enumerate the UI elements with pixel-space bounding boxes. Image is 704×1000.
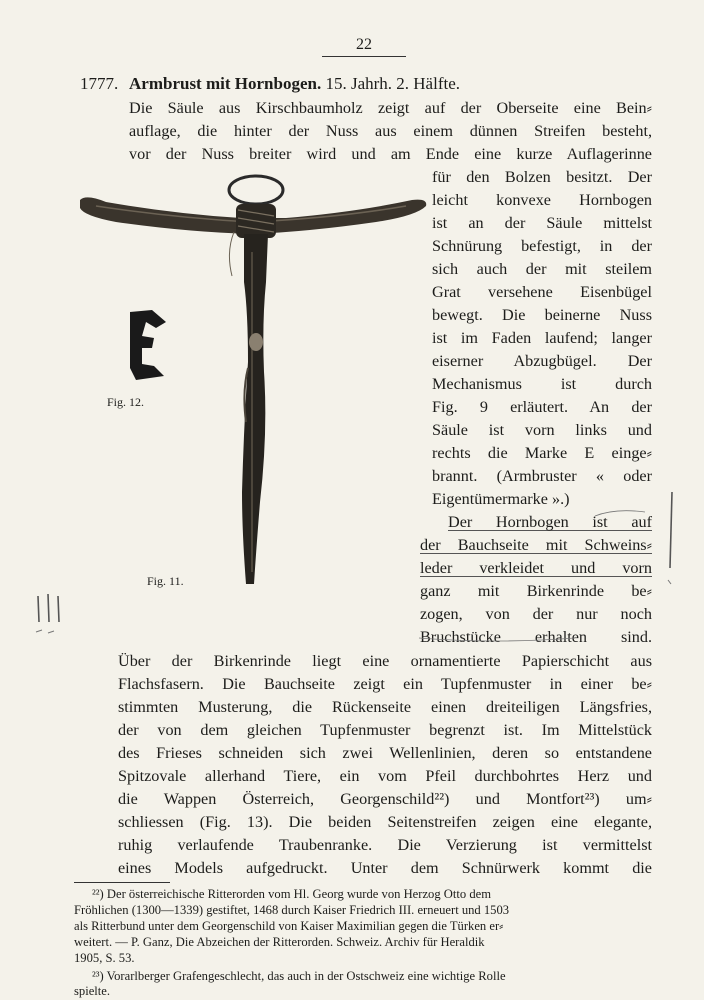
entry-number: 1777.: [80, 74, 119, 93]
footnote-line-2: Fröhlichen (1300—1339) gestiftet, 1468 durch Kaiser Friedrich III. erneuert und 1503: [74, 903, 510, 917]
footnote-line-1: ²²) Der österreichische Ritterorden vom Hl. Georg wurde von Herzog Otto dem: [92, 887, 492, 901]
body-line-1: Die Säule aus Kirschbaumholz zeigt auf der Oberseite eine Bein⸗: [129, 99, 652, 117]
body-line-5: leicht konvexe Hornbogen: [432, 191, 652, 209]
body-line-15: Säule ist vorn links und: [432, 421, 652, 439]
body-line-16: rechts die Marke E einge⸗: [432, 444, 652, 462]
footnote-line-4: weitert. — P. Ganz, Die Abzeichen der Ritterorden. Schweiz. Archiv für Heraldik: [74, 935, 485, 949]
entry-dating: 15. Jahrh. 2. Hälfte.: [325, 74, 461, 93]
body-line-34: eines Models aufgedruckt. Unter dem Schnürwerk kommt die: [118, 859, 652, 877]
body-line-6: ist an der Säule mittelst: [432, 214, 652, 232]
body-line-8: sich auch der mit steilem: [432, 260, 652, 278]
body-line-7: Schnürung befestigt, in der: [432, 237, 652, 255]
body-line-19: Der Hornbogen ist auf: [448, 513, 652, 531]
body-line-30: Spitzovale allerhand Tiere, ein vom Pfeil durchbohrtes Herz und: [118, 767, 652, 785]
pencil-margin-line-icon: [664, 490, 680, 586]
footnote-rule: [74, 882, 170, 883]
pencil-tally-icon: [34, 592, 68, 636]
body-line-21: leder verkleidet und vorn: [420, 559, 652, 577]
body-line-14: Fig. 9 erläutert. An der: [432, 398, 652, 416]
body-line-24: Bruchstücke erhalten sind.: [420, 628, 652, 646]
footnote-line-6: ²³) Vorarlberger Grafengeschlecht, das auch in der Ostschweiz eine wichtige Rolle: [92, 969, 506, 983]
body-line-27: stimmten Musterung, die Rückenseite einen dreiteiligen Längsfries,: [118, 698, 652, 716]
fig11-label: Fig. 11.: [147, 574, 184, 588]
body-line-28: der von dem gleichen Tupfenmuster begrenzt ist. Im Mittelstück: [118, 721, 652, 739]
body-line-3: vor der Nuss breiter wird und am Ende eine kurze Auflagerinne: [129, 145, 652, 163]
crossbow-photo-icon: [76, 172, 432, 592]
pencil-bracket-icon: [415, 506, 655, 646]
body-line-31: die Wappen Österreich, Georgenschild²²) und Montfort²³) um⸗: [118, 790, 652, 808]
footnote-line-3: als Ritterbund unter dem Georgenschild von Kaiser Maximilian gegen die Türken er⸗: [74, 919, 504, 933]
body-line-29: des Frieses schneiden sich zwei Wellenlinien, deren so entstandene: [118, 744, 652, 762]
fig12-label: Fig. 12.: [107, 395, 145, 409]
body-line-22: ganz mit Birkenrinde be⸗: [420, 582, 652, 600]
body-line-20: der Bauchseite mit Schweins⸗: [420, 536, 652, 554]
body-line-25: Über der Birkenrinde liegt eine ornamentierte Papierschicht aus: [118, 652, 652, 670]
body-line-2: auflage, die hinter der Nuss aus einem dünnen Streifen besteht,: [129, 122, 652, 140]
body-line-11: ist im Faden laufend; langer: [432, 329, 652, 347]
body-line-13: Mechanismus ist durch: [432, 375, 652, 393]
body-line-9: Grat versehene Eisenbügel: [432, 283, 652, 301]
body-line-33: ruhig verlaufende Traubenranke. Die Verzierung ist vermittelst: [118, 836, 652, 854]
body-line-12: eiserner Abzugbügel. Der: [432, 352, 652, 370]
body-line-4: für den Bolzen besitzt. Der: [432, 168, 652, 186]
body-line-23: zogen, von der nur noch: [420, 605, 652, 623]
entry-title: Armbrust mit Hornbogen.: [129, 74, 322, 93]
page-number: 22: [322, 36, 406, 57]
body-line-26: Flachsfasern. Die Bauchseite zeigt ein Tupfenmuster in einer be⸗: [118, 675, 652, 693]
body-line-17: brannt. (Armbruster « oder: [432, 467, 652, 485]
body-line-18: Eigentümermarke ».): [432, 490, 570, 508]
footnote-line-7: spielte.: [74, 984, 111, 998]
entry-heading: [129, 73, 460, 95]
body-line-10: bewegt. Die beinerne Nuss: [432, 306, 652, 324]
body-line-32: schliessen (Fig. 13). Die beiden Seitenstreifen zeigen eine elegante,: [118, 813, 652, 831]
footnote-line-5: 1905, S. 53.: [74, 951, 135, 965]
